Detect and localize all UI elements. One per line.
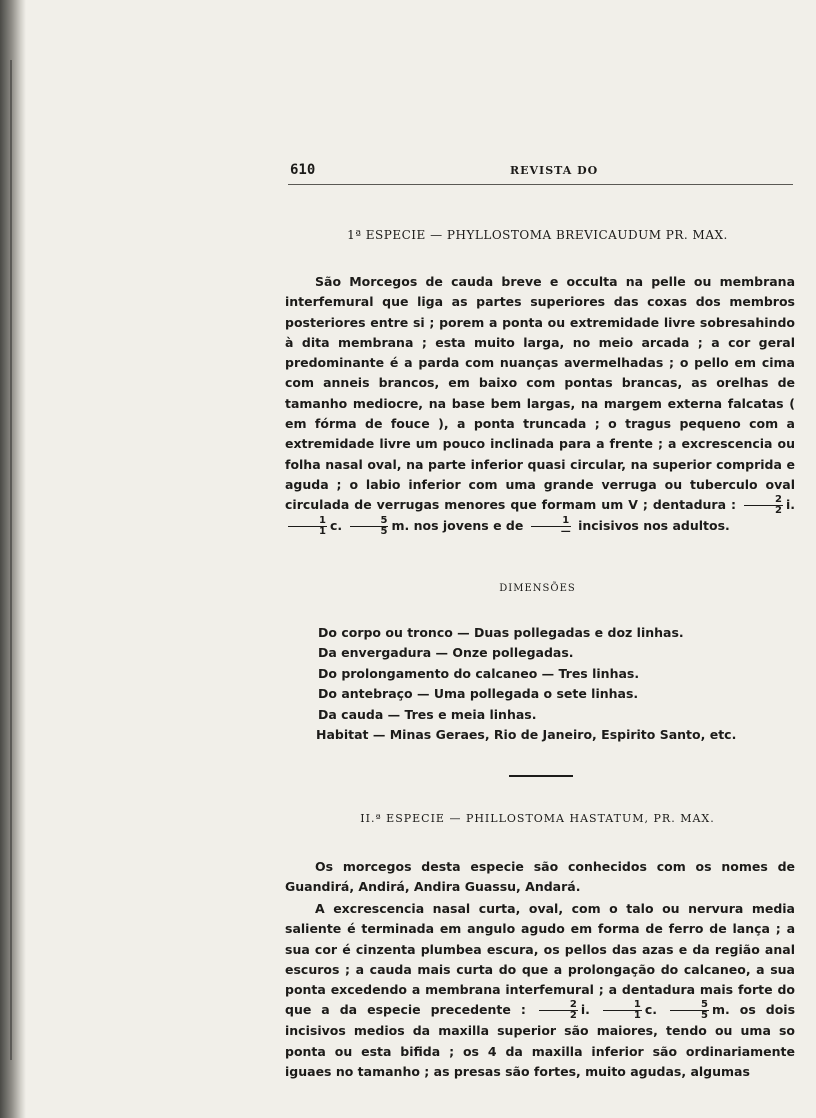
dimension-line: Do prolongamento do calcaneo — Tres linhas.: [318, 665, 640, 681]
dimensions-title: DIMENSÕES: [499, 583, 576, 594]
species-2-description: A excrescencia nasal curta, oval, com o talo ou nervura media saliente é terminada em angulo agudo em forma de ferro de lança ; a sua cor é cinzenta plumbea escura, os pellos das azas e da região anal escuros ; a cauda mais curta do que a prolongação do calcaneo, a sua ponta excedendo a membrana interfemural ; a dentadura mais forte do que a da especie precedente : $\frac{2}{2}$ i. $\frac{1}{1}$ c. $\frac{5}{5}$ m. os dois incisivos medios da maxilla superior são maiores, tendo ou uma so ponta ou esta bifida ; os 4 da maxilla inferior são ordinariamente iguaes no tamanho ; as presas são fortes, muito agudas, algumas: [285, 901, 796, 1080]
dimension-line: Do antebraço — Uma pollegada o sete linhas.: [318, 686, 639, 702]
incisor-fraction: $\frac{2}{2}$: [744, 495, 783, 516]
description-text-middle: nos jovens e de: [413, 518, 524, 534]
molar-fraction: $\frac{5}{5}$: [350, 516, 389, 537]
dimension-line: Do corpo ou tronco — Duas pollegadas e doz linhas.: [318, 625, 684, 640]
dimensions-list: [318, 623, 736, 745]
header-rule: [288, 184, 793, 185]
species-2-heading: II.ª ESPECIE — PHILLOSTOMA HASTATUM, PR. MAX.: [360, 812, 715, 825]
dimension-line: Da cauda — Tres e meia linhas.: [318, 706, 537, 722]
species-1-heading: 1ª ESPECIE — PHYLLOSTOMA BREVICAUDUM PR. MAX.: [347, 228, 728, 242]
page-header: [280, 158, 795, 182]
description-text: São Morcegos de cauda breve e occulta na pelle ou membrana interfemural que liga as partes superiores das coxas dos membros posteriores entre si ; porem a ponta ou extremidade livre sobresahindo à dita membrana ; esta muito larga, no meio arcada ; a cor geral predominante é a parda com nuanças avermelhadas ; o pello em cima com anneis brancos, em baixo com pontas brancas, as orelhas de tamanho mediocre, na base bem largas, na margem externa falcatas ( em fórma de fouce ), a ponta truncada ; o tragus pequeno com a extremidade livre um pouco inclinada para a frente ; a excrescencia ou folha nasal oval, na parte inferior quasi circular, na superior comprida e aguda ; o labio inferior com uma grande verruga ou tuberculo oval circulada de verrugas menores que formam um V ; dentadura :: [285, 274, 795, 513]
running-title: REVISTA DO: [510, 164, 599, 177]
incisor-fraction: $\frac{2}{2}$: [539, 1000, 578, 1021]
adult-incisor-fraction: $\frac{1}{—}$: [531, 516, 571, 537]
dimension-line: Da envergadura — Onze pollegadas.: [318, 645, 574, 661]
molar-fraction: $\frac{5}{5}$: [670, 1000, 709, 1021]
description-text-end: os dois incisivos medios da maxilla superior são maiores, tendo ou uma so ponta ou esta bifida ; os 4 da maxilla inferior são ordinariamente iguaes no tamanho ; as presas são fortes, muito agudas, algumas: [285, 1002, 796, 1080]
canine-fraction: $\frac{1}{1}$: [603, 1000, 642, 1021]
habitat-line: Habitat — Minas Geraes, Rio de Janeiro, Espirito Santo, etc.: [316, 727, 737, 743]
description-text-end: incisivos nos adultos.: [578, 518, 730, 534]
book-binding-edge: [0, 0, 26, 1118]
species-2-common-names: Os morcegos desta especie são conhecidos com os nomes de Guandirá, Andirá, Andira Guassu, Andará.: [285, 859, 795, 895]
page-number: 610: [290, 162, 316, 178]
description-text: A excrescencia nasal curta, oval, com o talo ou nervura media saliente é terminada em angulo agudo em forma de ferro de lança ; a sua cor é cinzenta plumbea escura, os pellos das azas e da região anal escuros ; a cauda mais curta do que a prolongação do calcaneo, a sua ponta excedendo a membrana interfemural ; a dentadura mais forte do que a da especie precedente :: [285, 901, 795, 1018]
section-divider: [509, 775, 573, 777]
canine-fraction: $\frac{1}{1}$: [288, 516, 327, 537]
binding-shadow: [10, 60, 12, 1060]
species-1-description: São Morcegos de cauda breve e occulta na pelle ou membrana interfemural que liga as partes superiores das coxas dos membros posteriores entre si ; porem a ponta ou extremidade livre sobresahindo à dita membrana ; esta muito larga, no meio arcada ; a cor geral predominante é a parda com nuanças avermelhadas ; o pello em cima com anneis brancos, em baixo com pontas brancas, as orelhas de tamanho mediocre, na base bem largas, na margem externa falcatas ( em fórma de fouce ), a ponta truncada ; o tragus pequeno com a extremidade livre um pouco inclinada para a frente ; a excrescencia ou folha nasal oval, na parte inferior quasi circular, na superior comprida e aguda ; o labio inferior com uma grande verruga ou tuberculo oval circulada de verrugas menores que formam um V ; dentadura : $\frac{2}{2}$ i. $\frac{1}{1}$ c. $\frac{5}{5}$ m. nos jovens e de $\frac{1}{—}$ incisivos nos adultos.: [285, 274, 795, 538]
